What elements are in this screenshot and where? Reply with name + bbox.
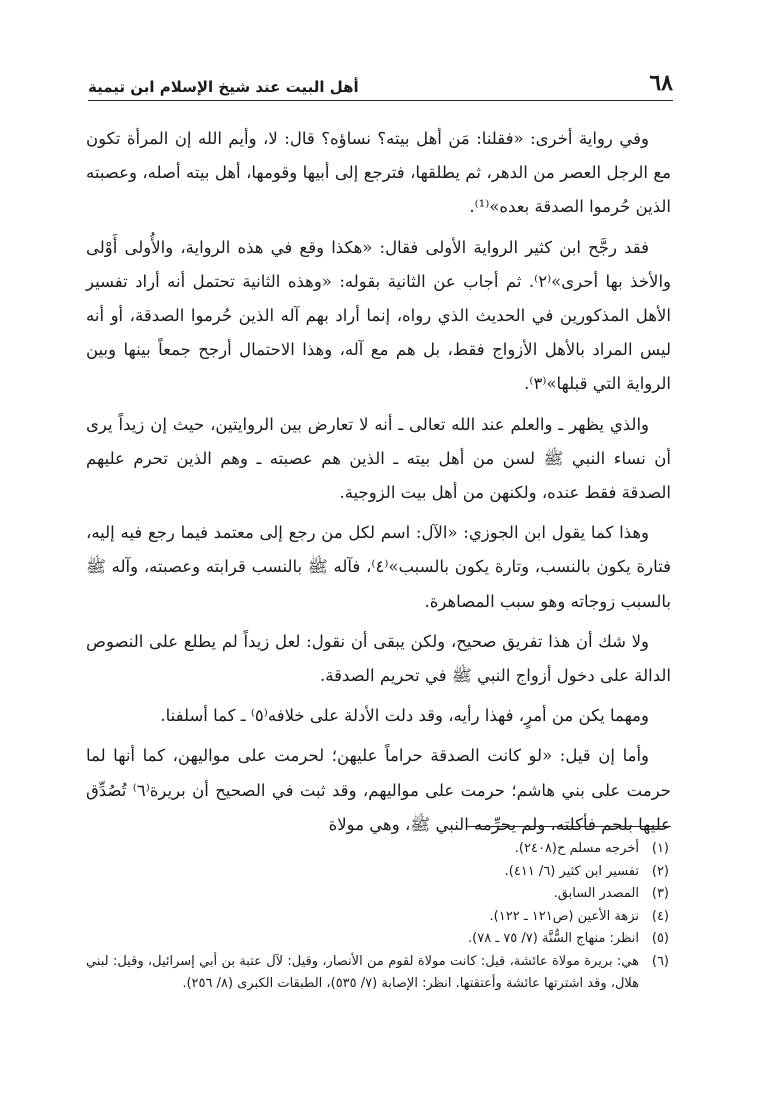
paragraph: ومهما يكن من أمرٍ، فهذا رأيه، وقد دلت الأدلة على خلافه⁽٥⁾ ـ كما أسلفنا.	[160, 706, 649, 726]
footnote-text: أخرجه مسلم ح(٢٤٠٨).	[514, 841, 639, 856]
footnote-item	[86, 951, 669, 996]
header-rule	[88, 100, 673, 101]
footnote-rule	[466, 826, 671, 827]
footnote-number: (١)	[651, 841, 669, 856]
footnote-number: (٣)	[651, 886, 669, 901]
footnote-number: (٤)	[651, 908, 669, 924]
page-number: ٦٨	[649, 70, 673, 96]
footnote-item	[86, 861, 669, 884]
footnote-item	[86, 838, 669, 861]
paragraph: وأما إن قيل: «لو كانت الصدقة حراماً عليهن؛ لحرمت على مواليهن، كما أنها لما حرمت على بني هاشم؛ حرمت على مواليهم، وقد ثبت في الصحيح أن بريرة⁽٦⁾ تُصُدِّق عليها بلحم فأكلته، ولم يحرِّمه النبي ﷺ، وهي مولاة	[86, 746, 671, 834]
paragraph: وهذا كما يقول ابن الجوزي: «الآل: اسم لكل من رجع إلى معتمد فيما رجع فيه إليه، فتارة يكون بالنسب، وتارة يكون بالسبب»⁽٤⁾، فآله ﷺ بالنسب قرابته وعصبته، وآله ﷺ بالسبب زوجاته وهو سبب المصاهرة.	[86, 523, 671, 611]
main-text	[86, 122, 671, 848]
footnotes	[86, 838, 669, 996]
footnote-number: (٢)	[651, 863, 669, 879]
footnote-number: (٥)	[651, 931, 669, 946]
paragraph: فقد رجَّح ابن كثير الرواية الأولى فقال: «هكذا وقع في هذه الرواية، والأُولى أَوْلى والأخذ بها أحرى»⁽٢⁾. ثم أجاب عن الثانية بقوله: «وهذه الثانية تحتمل أنه أراد تفسير الأهل المذكورين في الحديث الذي رواه، إنما أراد بهم آله الذين حُرموا الصدقة، أو أنه ليس المراد بالأهل الأزواج فقط، بل هم مع آله، وهذا الاحتمال أرجح جمعاً بينها وبين الرواية التي قبلها»⁽٣⁾.	[86, 237, 671, 394]
running-head	[88, 66, 673, 96]
footnote-item	[86, 883, 669, 906]
footnote-text: هي: بريرة مولاة عائشة، قيل: كانت مولاة لقوم من الأنصار، وقيل: لآل عتبة بن أبي إسرائيل، وقيل: لبني هلال، وقد اشترتها عائشة وأعتقتها. انظر: الإصابة (٧/ ٥٣٥)، الطبقات الكبرى (٨/ ٢٥٦).	[86, 953, 639, 991]
running-title: أهل البيت عند شيخ الإسلام ابن تيمية	[88, 78, 359, 96]
footnote-text: انظر: منهاج السُّنَّة (٧/ ٧٥ ـ ٧٨).	[468, 931, 639, 946]
paragraph: وفي رواية أخرى: «فقلنا: مَن أهل بيته؟ نساؤه؟ قال: لا، وأيم الله إن المرأة تكون مع الرجل العصر من الدهر، ثم يطلقها، فترجع إلى أبيها وقومها، أهل بيته أصله، وعصبته الذين حُرموا الصدقة بعده»⁽¹⁾.	[86, 129, 671, 217]
footnote-number: (٦)	[651, 953, 669, 969]
footnote-item	[86, 928, 669, 951]
paragraph: ولا شك أن هذا تفريق صحيح، ولكن يبقى أن نقول: لعل زيداً لم يطلع على النصوص الدالة على دخول أزواج النبي ﷺ في تحريم الصدقة.	[86, 631, 671, 686]
footnote-text: نزهة الأعين (ص١٢١ ـ ١٢٢).	[489, 908, 639, 924]
footnote-item	[86, 906, 669, 929]
footnote-text: المصدر السابق.	[553, 886, 639, 901]
paragraph: والذي يظهر ـ والعلم عند الله تعالى ـ أنه لا تعارض بين الروايتين، حيث إن زيداً يرى أن نساء النبي ﷺ لسن من أهل بيته ـ الذين هم عصبته ـ وهم الذين تحرم عليهم الصدقة فقط عنده، ولكنهن من أهل بيت الزوجية.	[86, 414, 671, 503]
footnote-text: تفسير ابن كثير (٦/ ٤١١).	[504, 863, 639, 879]
